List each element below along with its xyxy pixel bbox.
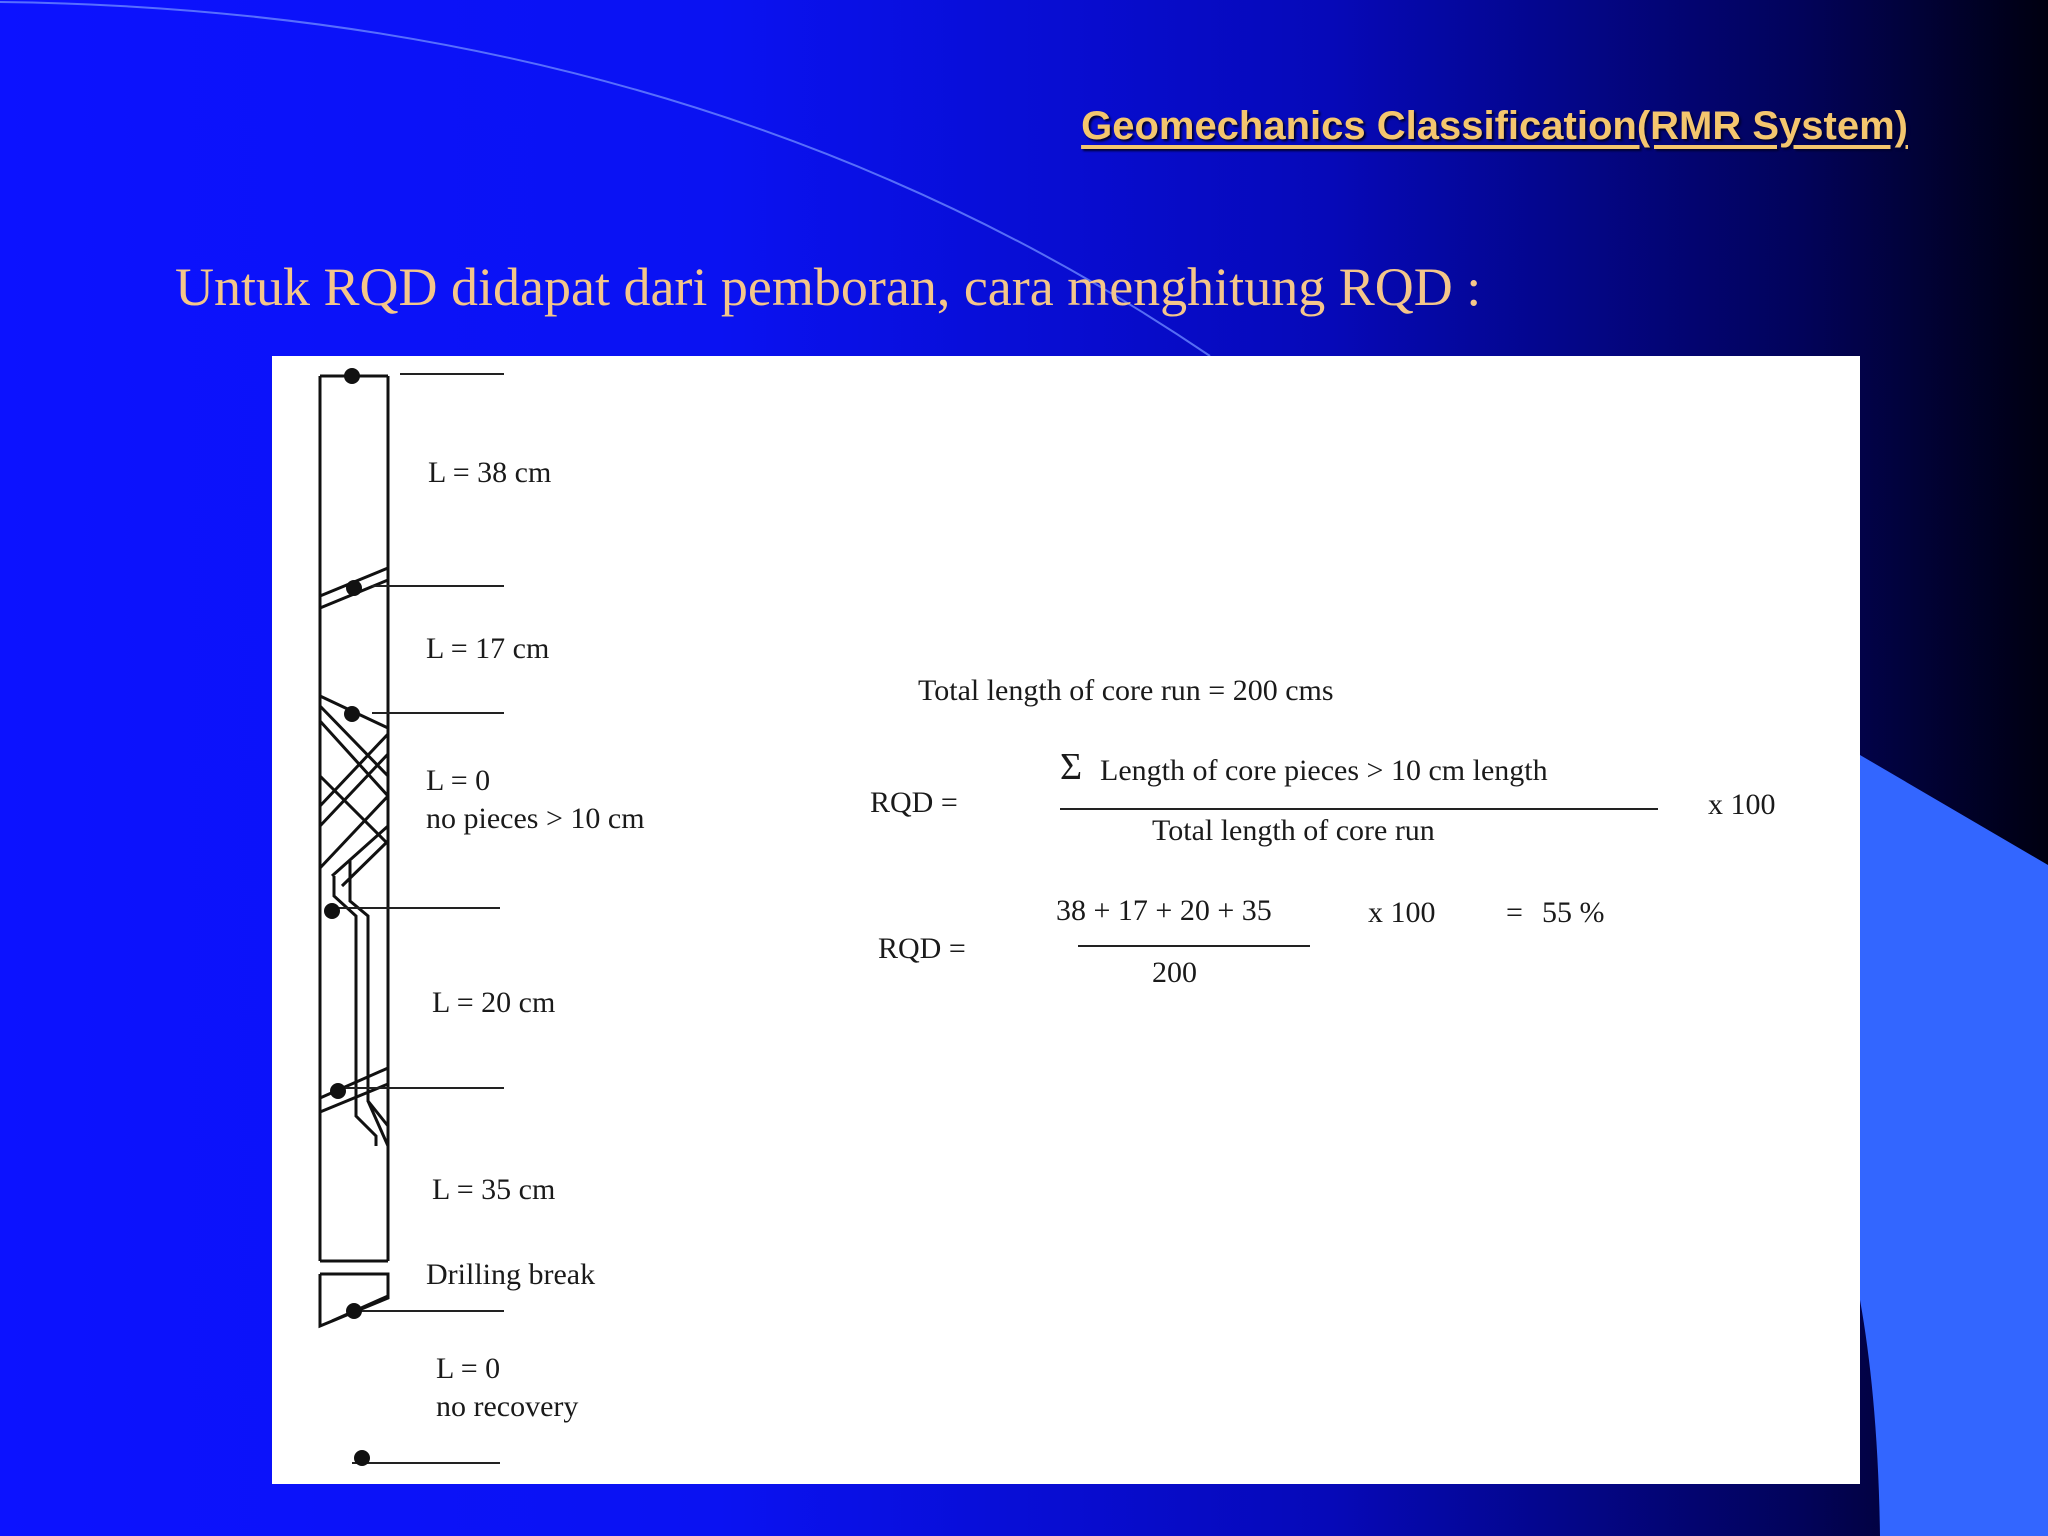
total-length-text: Total length of core run = 200 cms [918, 674, 1334, 707]
calc-rqd-label: RQD = [878, 932, 966, 965]
calc-denominator: 200 [1152, 956, 1197, 989]
depth-dot-5 [330, 1083, 346, 1099]
segment-label: Drilling break [426, 1258, 596, 1291]
formula-denominator: Total length of core run [1152, 814, 1435, 847]
crush-c [320, 734, 388, 806]
fracture-4 [320, 1068, 388, 1098]
slide-title: Geomechanics Classification(RMR System) [1081, 104, 1908, 148]
calc-equals: = [1506, 896, 1523, 929]
segment-label: L = 20 cm [432, 986, 556, 1019]
rqd-label: RQD = [870, 786, 958, 819]
depth-dot-2 [346, 580, 362, 596]
calc-numerator: 38 + 17 + 20 + 35 [1056, 894, 1272, 927]
depth-dot-3 [344, 706, 360, 722]
decorative-panel [1860, 755, 2048, 1536]
formula-multiplier: x 100 [1708, 788, 1776, 821]
slide-subtitle: Untuk RQD didapat dari pemboran, cara menghitung RQD : [175, 257, 1482, 317]
rqd-figure [272, 356, 1860, 1484]
fraction-bar [1060, 808, 1658, 810]
segment-sublabel: no pieces > 10 cm [426, 802, 645, 835]
depth-dot-1 [344, 368, 360, 384]
segment-label: L = 0 [426, 764, 491, 797]
calc-result: 55 % [1542, 896, 1605, 929]
calc-fraction-bar [1078, 945, 1310, 947]
segment-label: L = 0 [436, 1352, 501, 1385]
depth-dot-4 [324, 903, 340, 919]
segment-label: L = 35 cm [432, 1173, 556, 1206]
segment-label: L = 38 cm [428, 456, 552, 489]
segment-label: L = 17 cm [426, 632, 550, 665]
calc-multiplier: x 100 [1368, 896, 1436, 929]
crush-d [320, 754, 388, 826]
depth-dot-7 [354, 1450, 370, 1466]
segment-sublabel: no recovery [436, 1390, 579, 1423]
depth-dot-6 [346, 1303, 362, 1319]
sigma-symbol: Σ [1060, 746, 1083, 788]
formula-numerator: Length of core pieces > 10 cm length [1100, 754, 1548, 787]
